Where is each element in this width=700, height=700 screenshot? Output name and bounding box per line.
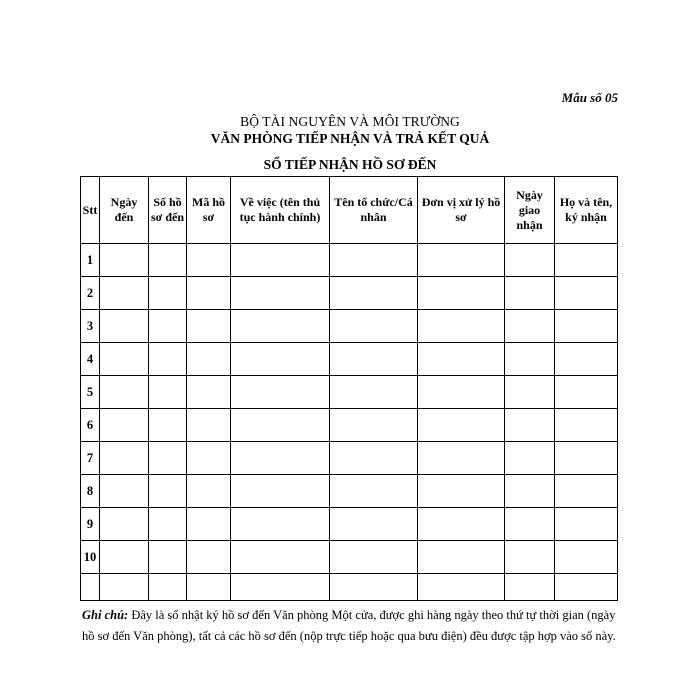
- table-cell: [231, 277, 330, 310]
- register-table: [80, 176, 618, 601]
- table-cell: [100, 244, 149, 277]
- table-cell: [555, 343, 618, 376]
- table-cell: [231, 310, 330, 343]
- table-cell: [100, 574, 149, 601]
- table-cell: [555, 508, 618, 541]
- table-cell: [330, 343, 418, 376]
- table-cell: [100, 409, 149, 442]
- table-cell: [555, 475, 618, 508]
- table-cell: [231, 508, 330, 541]
- table-cell: [187, 277, 231, 310]
- table-cell: [100, 475, 149, 508]
- table-cell: [100, 277, 149, 310]
- table-cell: [330, 277, 418, 310]
- ministry-name: BỘ TÀI NGUYÊN VÀ MÔI TRƯỜNG: [240, 114, 460, 129]
- table-cell: [330, 310, 418, 343]
- table-cell: [149, 244, 187, 277]
- column-header-received-date: Ngày đến: [100, 177, 149, 244]
- row-number: 7: [81, 442, 100, 475]
- table-cell: [231, 409, 330, 442]
- table-cell: [100, 310, 149, 343]
- column-header-stt: Stt: [81, 177, 100, 244]
- table-cell: [505, 475, 555, 508]
- column-header-signature: Họ và tên, ký nhận: [555, 177, 618, 244]
- table-row: [81, 409, 618, 442]
- table-cell: [505, 277, 555, 310]
- table-cell: [149, 343, 187, 376]
- table-cell: [555, 541, 618, 574]
- table-cell: [330, 409, 418, 442]
- table-cell: [418, 541, 505, 574]
- column-header-subject: Về việc (tên thủ tục hành chính): [231, 177, 330, 244]
- row-number: 8: [81, 475, 100, 508]
- table-row: [81, 508, 618, 541]
- table-cell: [231, 376, 330, 409]
- table-cell: [555, 310, 618, 343]
- table-cell: [231, 541, 330, 574]
- table-cell: [505, 244, 555, 277]
- column-header-handover-date: Ngày giao nhận: [505, 177, 555, 244]
- table-cell: [231, 343, 330, 376]
- footnote: [82, 605, 622, 647]
- table-cell: [505, 310, 555, 343]
- table-cell: [505, 508, 555, 541]
- table-cell: [149, 574, 187, 601]
- table-cell: [149, 376, 187, 409]
- table-cell: [149, 277, 187, 310]
- column-header-dossier-code: Mã hồ sơ: [187, 177, 231, 244]
- table-cell: [149, 541, 187, 574]
- table-row: [81, 277, 618, 310]
- table-cell: [330, 442, 418, 475]
- table-cell: [187, 574, 231, 601]
- table-cell: [555, 442, 618, 475]
- table-cell: [555, 574, 618, 601]
- column-header-incoming-number: Số hồ sơ đến: [149, 177, 187, 244]
- footnote-text: Đây là sổ nhật ký hồ sơ đến Văn phòng Một cửa, được ghi hàng ngày theo thứ tự thời gian (ngày hồ sơ đến Văn phòng), tất cả các hồ sơ đến (nộp trực tiếp hoặc qua bưu điện) đều được tập hợp vào sổ này.: [82, 608, 616, 643]
- table-row-blank: [81, 574, 618, 601]
- row-number: 1: [81, 244, 100, 277]
- table-row: [81, 343, 618, 376]
- table-cell: [187, 475, 231, 508]
- header-row: [81, 177, 618, 244]
- table-row: [81, 475, 618, 508]
- table-cell: [231, 442, 330, 475]
- row-number: 10: [81, 541, 100, 574]
- table-cell: [418, 475, 505, 508]
- table-cell: [81, 574, 100, 601]
- table-row: [81, 244, 618, 277]
- table-cell: [505, 541, 555, 574]
- table-cell: [187, 442, 231, 475]
- form-number: Mẫu số 05: [561, 90, 618, 105]
- table-cell: [100, 442, 149, 475]
- table-cell: [100, 508, 149, 541]
- table-row: [81, 442, 618, 475]
- table-cell: [231, 244, 330, 277]
- row-number: 9: [81, 508, 100, 541]
- table-cell: [187, 508, 231, 541]
- table-cell: [330, 475, 418, 508]
- table-cell: [555, 244, 618, 277]
- table-cell: [418, 376, 505, 409]
- column-header-applicant: Tên tổ chức/Cá nhân: [330, 177, 418, 244]
- table-cell: [505, 574, 555, 601]
- table-cell: [555, 277, 618, 310]
- row-number: 6: [81, 409, 100, 442]
- table-cell: [149, 508, 187, 541]
- register-title: SỔ TIẾP NHẬN HỒ SƠ ĐẾN: [263, 157, 437, 172]
- table-cell: [418, 343, 505, 376]
- table-cell: [187, 376, 231, 409]
- table-cell: [330, 508, 418, 541]
- table-cell: [418, 574, 505, 601]
- table-cell: [505, 343, 555, 376]
- office-name: VĂN PHÒNG TIẾP NHẬN VÀ TRẢ KẾT QUẢ: [210, 131, 490, 146]
- row-number: 3: [81, 310, 100, 343]
- table-cell: [330, 376, 418, 409]
- table-cell: [555, 409, 618, 442]
- table-body: [81, 244, 618, 601]
- table-row: [81, 376, 618, 409]
- table-cell: [555, 376, 618, 409]
- table-cell: [330, 244, 418, 277]
- table-cell: [418, 244, 505, 277]
- table-cell: [100, 376, 149, 409]
- footnote-label: Ghi chú:: [82, 608, 129, 622]
- table-cell: [187, 310, 231, 343]
- table-cell: [187, 409, 231, 442]
- table-cell: [231, 574, 330, 601]
- table-cell: [231, 475, 330, 508]
- table-row: [81, 541, 618, 574]
- table-cell: [505, 376, 555, 409]
- row-number: 2: [81, 277, 100, 310]
- table-cell: [100, 343, 149, 376]
- column-header-processing-unit: Đơn vị xử lý hồ sơ: [418, 177, 505, 244]
- row-number: 5: [81, 376, 100, 409]
- table-cell: [187, 541, 231, 574]
- table-cell: [505, 409, 555, 442]
- table-cell: [505, 442, 555, 475]
- table-cell: [330, 541, 418, 574]
- table-cell: [149, 409, 187, 442]
- table-cell: [418, 442, 505, 475]
- table-cell: [418, 409, 505, 442]
- table-cell: [187, 343, 231, 376]
- row-number: 4: [81, 343, 100, 376]
- table-cell: [418, 508, 505, 541]
- table-cell: [149, 475, 187, 508]
- table-cell: [100, 541, 149, 574]
- table-cell: [418, 277, 505, 310]
- table-cell: [187, 244, 231, 277]
- table-row: [81, 310, 618, 343]
- table-cell: [330, 574, 418, 601]
- table-header: [81, 177, 618, 244]
- table-cell: [149, 310, 187, 343]
- table-cell: [418, 310, 505, 343]
- table-cell: [149, 442, 187, 475]
